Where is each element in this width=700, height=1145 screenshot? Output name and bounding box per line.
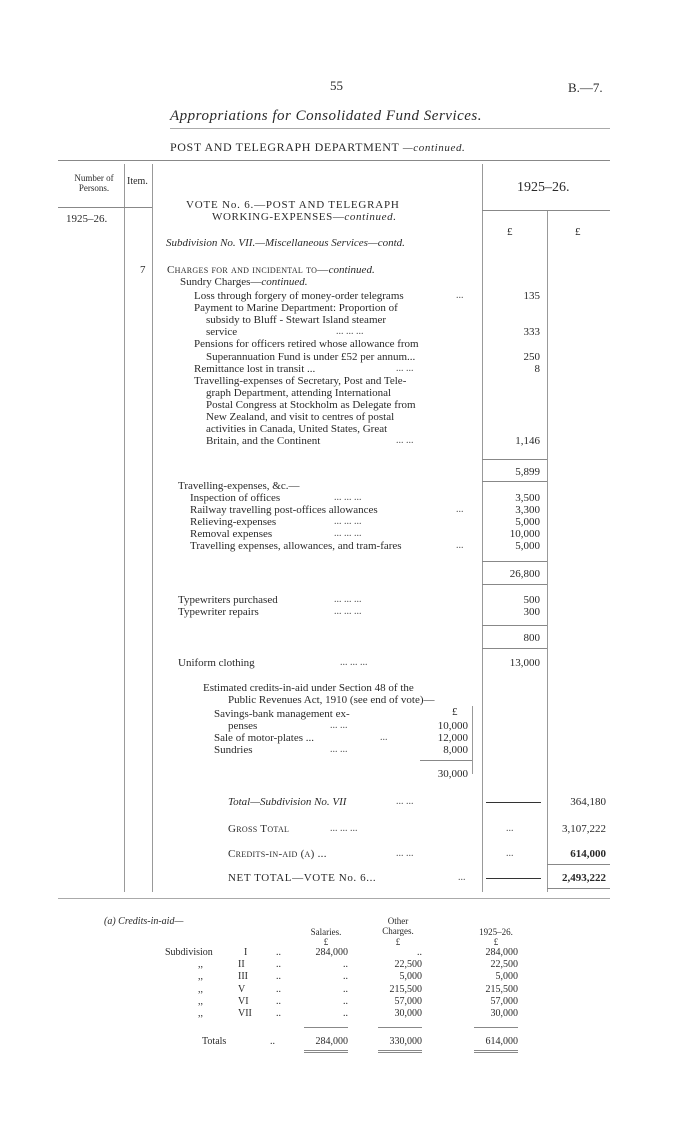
subdivision-total-dots: ... ... [396, 796, 414, 807]
sundry-line-dots: ... ... ... [336, 326, 364, 338]
sundry-line [0, 399, 700, 411]
header-rule [170, 128, 610, 129]
footnote-double-rule-other [378, 1050, 422, 1053]
net-total-row [0, 872, 700, 884]
net-total-label: NET TOTAL—VOTE No. 6... [228, 872, 377, 884]
travelling-line-text: Removal expenses [190, 528, 273, 541]
footnote-row-label: Subdivision [165, 947, 213, 958]
footnote-totals-label: Totals [202, 1036, 227, 1047]
sundry-line-value: 333 [523, 326, 540, 339]
footnote-total-salaries: 284,000 [315, 1036, 348, 1047]
credits-estimate-text: Savings-bank management ex- [214, 708, 350, 720]
credits-estimate-heading-line2: Public Revenues Act, 1910 (see end of vote)— [228, 694, 435, 706]
footnote-row-salaries: .. [343, 971, 348, 983]
uniform-clothing-value: 13,000 [509, 657, 540, 669]
travelling-line [0, 492, 700, 504]
subdivision-total-row [0, 796, 700, 808]
vote-title-line2 [212, 211, 397, 223]
footnote-row-salaries: .. [343, 983, 348, 995]
footnote-row-year: 57,000 [490, 995, 518, 1007]
charges-heading-text: Charges for and incidental to— [167, 264, 329, 276]
footnote-row-label: ,, [198, 995, 203, 1007]
footnote-row-dots: .. [276, 1008, 281, 1019]
net-total-value: 2,493,222 [562, 872, 606, 884]
credits-estimate-heading-line1: Estimated credits-in-aid under Section 48 of the [203, 682, 414, 694]
footnote-col-year: 1925–26. [479, 927, 513, 937]
footnote-row-label: ,, [198, 959, 203, 971]
net-total-dash [486, 878, 541, 879]
footnote-total-year: 614,000 [485, 1036, 518, 1047]
footnote-row-salaries: .. [343, 959, 348, 971]
gross-total-dots: ... ... ... [330, 823, 358, 834]
sundry-subtotal: 5,899 [515, 466, 540, 478]
sundry-line-value: 250 [523, 350, 540, 363]
subdivision-total-value: 364,180 [570, 796, 606, 808]
travelling-line-text: Travelling expenses, allowances, and tram-fares [190, 540, 402, 553]
gross-total-inner-dots: ... [506, 823, 514, 834]
footnote-row-label: ,, [198, 1008, 203, 1019]
uniform-clothing-dots: ... ... ... [340, 657, 368, 668]
footnote-row [0, 1008, 700, 1020]
credits-estimate-dots: ... ... [330, 744, 348, 756]
department-name: POST AND TELEGRAPH DEPARTMENT [170, 140, 400, 154]
table-bottom-rule [58, 898, 610, 899]
travelling-line-dots: ... [456, 504, 464, 516]
typewriters-subtotal-rule-bottom [482, 648, 547, 649]
footnote-rule-year [474, 1027, 518, 1028]
footnote-rule-other [378, 1027, 422, 1028]
footnote-pound-salaries: £ [323, 937, 329, 947]
typewriter-line-text: Typewriters purchased [178, 594, 278, 606]
uniform-clothing-row [0, 657, 700, 669]
travelling-line-value: 5,000 [515, 516, 540, 529]
footnote-row-salaries: 284,000 [315, 947, 348, 958]
footnote-row-numeral: VII [238, 1008, 252, 1019]
travelling-subtotal: 26,800 [509, 568, 540, 580]
footnote-row-label: ,, [198, 983, 203, 995]
sundry-line [0, 363, 700, 375]
typewriter-line-dots: ... ... ... [334, 606, 362, 618]
footnote-row-other: 30,000 [394, 1008, 422, 1019]
sundry-line [0, 314, 700, 326]
credits-estimate-line [0, 732, 700, 744]
footnote-row-year: 284,000 [485, 947, 518, 958]
number-of-persons-header: Number of Persons. [74, 173, 114, 193]
credits-in-aid-inner-dots: ... [506, 848, 514, 859]
travelling-line-value: 3,300 [515, 504, 540, 517]
footnote-row-numeral: V [238, 983, 246, 995]
travelling-line-dots: ... ... ... [334, 492, 362, 503]
sundry-line-dots: ... ... [396, 362, 414, 374]
footnote-totals-row [0, 1036, 700, 1048]
sundry-line [0, 435, 700, 447]
item-number: 7 [140, 264, 146, 276]
table-top-rule [58, 160, 610, 161]
travelling-line-dots: ... [456, 540, 464, 552]
footnote-row-other: .. [417, 947, 422, 958]
sundry-line [0, 375, 700, 387]
typewriter-line [0, 594, 700, 606]
sundry-line-text: Loss through forgery of money-order telegrams [194, 290, 404, 302]
year-column-header: 1925–26. [517, 180, 570, 195]
sundry-line [0, 326, 700, 338]
footnote-row-other: 215,500 [389, 983, 422, 995]
sundry-heading-continued: continued. [261, 276, 308, 288]
footnote-row-year: 30,000 [490, 1008, 518, 1019]
footnote-pound-other: £ [395, 937, 401, 947]
footnote-col-salaries: Salaries. [310, 927, 342, 937]
credits-estimate-text: Sundries [214, 744, 253, 757]
sundry-line-text: Travelling-expenses of Secretary, Post and Tele- [194, 374, 407, 387]
footnote-row [0, 971, 700, 983]
footnote-row-dots: .. [276, 983, 281, 995]
sundry-line-value: 1,146 [515, 435, 540, 448]
credits-estimate-value: 8,000 [443, 744, 468, 757]
travelling-line-value: 3,500 [515, 492, 540, 504]
sundry-line-text: activities in Canada, United States, Great [206, 423, 388, 436]
credits-estimate-line [0, 708, 700, 720]
sundry-line-text: service [206, 326, 238, 339]
item-header: Item. [127, 176, 148, 187]
sundry-line-text: Pensions for officers retired whose allowance from [194, 338, 419, 351]
sundry-line [0, 290, 700, 302]
department-continued: —continued. [402, 142, 466, 154]
footnote-double-rule-year [474, 1050, 518, 1053]
typewriter-line-dots: ... ... ... [334, 594, 362, 605]
footnote-row-year: 5,000 [495, 971, 518, 983]
sundry-line [0, 351, 700, 363]
credits-estimate-line [0, 744, 700, 756]
credits-estimate-text: Sale of motor-plates ... [214, 732, 314, 745]
footnote-row [0, 984, 700, 996]
footnote-row-dots: .. [276, 947, 281, 958]
travelling-heading: Travelling-expenses, &c.— [178, 480, 300, 492]
footnote-row-numeral: III [238, 971, 248, 983]
typewriter-line-text: Typewriter repairs [178, 606, 259, 619]
footnote-totals-dots: .. [270, 1036, 275, 1047]
sundry-line-text: graph Department, attending International [206, 386, 392, 399]
typewriter-line [0, 606, 700, 618]
credits-pound-sign: £ [452, 706, 458, 718]
travelling-line-dots: ... ... ... [334, 528, 362, 540]
credits-in-aid-dots: ... ... [396, 848, 414, 859]
charges-heading-continued: continued. [328, 264, 375, 276]
sundry-line-text: subsidy to Bluff - Stewart Island steamer [206, 314, 387, 327]
credits-subtotal-rule [420, 760, 472, 761]
travelling-line-value: 5,000 [515, 540, 540, 553]
page-reference: B.—7. [568, 80, 603, 95]
pound-sign-col1: £ [507, 226, 513, 238]
footnote-double-rule-salaries [304, 1050, 348, 1053]
sundry-heading-text: Sundry Charges— [180, 276, 262, 288]
sundry-line [0, 423, 700, 435]
footnote-pound-year: £ [493, 937, 499, 947]
sundry-line-text: Remittance lost in transit ... [194, 362, 316, 375]
footnote-row-dots: .. [276, 971, 281, 983]
credits-estimate-total: 30,000 [437, 768, 468, 780]
credits-estimate-value: 10,000 [437, 720, 468, 733]
sundry-line [0, 302, 700, 314]
running-title: Appropriations for Consolidated Fund Services. [170, 108, 483, 124]
footnote-heading: (a) Credits-in-aid— [104, 916, 184, 927]
credits-in-aid-row [0, 848, 700, 860]
vote-title-line1: VOTE No. 6.—POST AND TELEGRAPH [186, 199, 400, 211]
footnote-row-year: 215,500 [485, 983, 518, 995]
footnote-row-other: 57,000 [394, 995, 422, 1007]
credits-in-aid-value: 614,000 [570, 848, 606, 860]
footnote-row [0, 959, 700, 971]
sundry-line-value: 8 [534, 362, 540, 375]
travelling-line-text: Railway travelling post-offices allowances [190, 504, 378, 517]
sundry-line-text: Britain, and the Continent [206, 435, 321, 448]
footnote-row-dots: .. [276, 995, 281, 1007]
footnote-row-year: 22,500 [490, 959, 518, 971]
charges-heading [167, 264, 375, 276]
credits-estimate-line [0, 720, 700, 732]
footnote-row-numeral: I [244, 947, 248, 958]
footnote-rule-salaries [304, 1027, 348, 1028]
credits-estimate-text: penses [228, 720, 258, 733]
typewriter-line-value: 300 [523, 606, 540, 619]
credits-in-aid-label: Credits-in-aid (a) ... [228, 848, 327, 860]
travelling-line [0, 516, 700, 528]
sundry-heading [180, 276, 308, 288]
sundry-subtotal-rule [482, 459, 547, 460]
footnote-row-numeral: VI [238, 995, 249, 1007]
net-total-dots: ... [458, 872, 466, 883]
sundry-line [0, 338, 700, 350]
travelling-line-text: Relieving-expenses [190, 516, 277, 529]
sundry-line [0, 411, 700, 423]
uniform-clothing-label: Uniform clothing [178, 657, 255, 669]
footnote-row-other: 5,000 [399, 971, 422, 983]
vote-title-continued: continued. [344, 211, 397, 223]
footnote-row-numeral: II [238, 959, 245, 971]
footnote-row-salaries: .. [343, 995, 348, 1007]
vote-title-text: WORKING-EXPENSES— [212, 211, 345, 223]
sundry-line [0, 387, 700, 399]
sundry-line-text: New Zealand, and visit to centres of postal [206, 411, 395, 423]
credits-estimate-dots: ... ... [330, 720, 348, 732]
sundry-line-text: Superannuation Fund is under £52 per annum... [206, 350, 416, 363]
sundry-line-text: Postal Congress at Stockholm as Delegate from [206, 398, 416, 411]
subdivision-total-dash [486, 802, 541, 803]
travelling-line [0, 504, 700, 516]
typewriter-line-value: 500 [523, 594, 540, 606]
travelling-subtotal-rule-bottom [482, 584, 547, 585]
travelling-line [0, 528, 700, 540]
net-total-rule-bottom [547, 888, 610, 889]
persons-head-rule [58, 207, 152, 208]
sundry-line-dots: ... [456, 290, 464, 301]
page-number: 55 [330, 78, 343, 93]
year-head-rule [482, 210, 610, 211]
footnote-col-other: Other Charges. [382, 916, 414, 936]
pound-sign-col2: £ [575, 226, 581, 238]
travelling-line [0, 540, 700, 552]
footnote-row [0, 947, 700, 959]
travelling-subtotal-rule [482, 561, 547, 562]
gross-total-value: 3,107,222 [562, 823, 606, 835]
footnote-row-salaries: .. [343, 1008, 348, 1019]
travelling-line-text: Inspection of offices [190, 492, 281, 504]
subdivision-heading: Subdivision No. VII.—Miscellaneous Services—contd. [166, 237, 405, 249]
sundry-subtotal-rule-bottom [482, 481, 547, 482]
gross-total-row [0, 823, 700, 835]
footnote-total-other: 330,000 [389, 1036, 422, 1047]
travelling-line-dots: ... ... ... [334, 516, 362, 528]
typewriters-subtotal: 800 [523, 632, 540, 644]
footnote-row-label: ,, [198, 971, 203, 983]
persons-year-label: 1925–26. [66, 213, 108, 225]
sundry-line-text: Payment to Marine Department: Proportion of [194, 302, 398, 315]
travelling-line-value: 10,000 [509, 528, 540, 541]
footnote-row-other: 22,500 [394, 959, 422, 971]
footnote-row-dots: .. [276, 959, 281, 971]
credits-estimate-dots: ... [380, 732, 388, 744]
sundry-line-value: 135 [523, 290, 540, 302]
sundry-line-dots: ... ... [396, 435, 414, 447]
gross-total-label: Gross Total [228, 823, 290, 835]
subdivision-total-label: Total—Subdivision No. VII [228, 796, 347, 808]
department-title [170, 140, 465, 155]
credits-estimate-value: 12,000 [437, 732, 468, 745]
typewriters-subtotal-rule [482, 625, 547, 626]
net-total-rule-top [547, 864, 610, 865]
footnote-row [0, 996, 700, 1008]
